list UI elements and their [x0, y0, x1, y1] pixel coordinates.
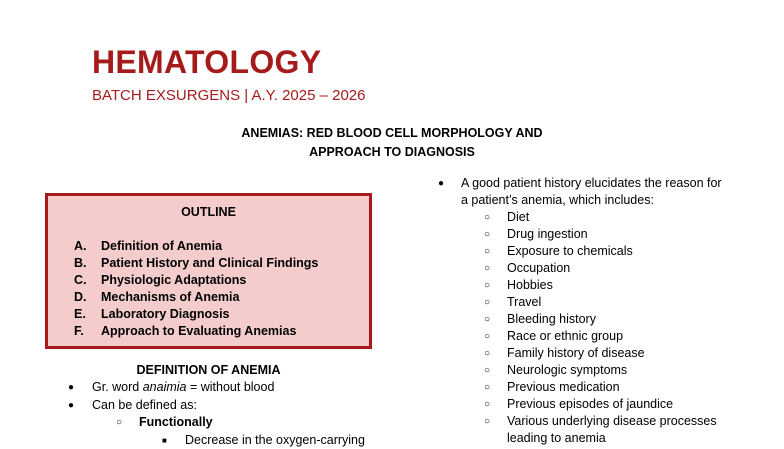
bullet-circle-icon: ○	[484, 260, 490, 277]
outline-list	[74, 238, 318, 340]
list-item	[438, 226, 748, 243]
outline-title: OUTLINE	[48, 205, 369, 219]
outline-item-text: Patient History and Clinical Findings	[101, 255, 318, 272]
list-item	[438, 260, 748, 277]
bullet-circle-icon: ○	[484, 379, 490, 396]
bullet-circle-icon: ○	[484, 362, 490, 379]
list-item-text	[92, 379, 274, 397]
bullet-circle-icon: ○	[484, 243, 490, 260]
list-item-text: leading to anemia	[507, 430, 606, 447]
outline-item-letter: C.	[74, 272, 101, 289]
outline-item-letter: B.	[74, 255, 101, 272]
document-title: HEMATOLOGY	[92, 44, 321, 81]
list-item	[438, 345, 748, 362]
outline-item	[74, 323, 318, 340]
list-item	[438, 175, 748, 209]
bullet-circle-icon: ○	[484, 396, 490, 413]
list-item-text: Previous episodes of jaundice	[507, 396, 673, 413]
list-item-text: Occupation	[507, 260, 570, 277]
list-item-text: Neurologic symptoms	[507, 362, 627, 379]
list-item	[438, 243, 748, 260]
outline-item-letter: A.	[74, 238, 101, 255]
list-item-text: Previous medication	[507, 379, 620, 396]
list-item-text: Various underlying disease processes	[507, 413, 717, 430]
outline-item-letter: E.	[74, 306, 101, 323]
bullet-dot-icon: ●	[68, 379, 74, 397]
history-list	[438, 175, 748, 447]
section-heading-line-1: ANEMIAS: RED BLOOD CELL MORPHOLOGY AND	[200, 124, 584, 143]
list-item-text: Exposure to chemicals	[507, 243, 633, 260]
bullet-circle-icon: ○	[484, 413, 490, 430]
outline-item-text: Definition of Anemia	[101, 238, 222, 255]
bullet-circle-icon: ○	[484, 311, 490, 328]
outline-item-text: Mechanisms of Anemia	[101, 289, 239, 306]
list-item	[68, 379, 398, 397]
bullet-dot-icon: ●	[438, 175, 444, 192]
bullet-dot-icon: ●	[68, 397, 74, 415]
section-heading-line-2: APPROACH TO DIAGNOSIS	[200, 143, 584, 162]
list-item-text: Travel	[507, 294, 541, 311]
definition-term: anaimia	[143, 380, 187, 394]
bullet-circle-icon: ○	[484, 328, 490, 345]
list-item-text: Race or ethnic group	[507, 328, 623, 345]
definition-heading: DEFINITION OF ANEMIA	[45, 363, 372, 377]
outline-item-text: Physiologic Adaptations	[101, 272, 246, 289]
bullet-circle-icon: ○	[484, 277, 490, 294]
bullet-circle-icon: ○	[116, 414, 122, 432]
outline-item	[74, 289, 318, 306]
outline-item-letter: D.	[74, 289, 101, 306]
list-item-text: Decrease in the oxygen-carrying	[185, 432, 365, 449]
list-item-continuation	[438, 430, 748, 447]
list-item-text	[461, 175, 748, 209]
list-item	[438, 209, 748, 226]
list-item	[438, 277, 748, 294]
bullet-circle-icon: ○	[484, 294, 490, 311]
outline-item	[74, 306, 318, 323]
outline-item	[74, 272, 318, 289]
list-item-text: Can be defined as:	[92, 397, 197, 415]
list-item	[438, 311, 748, 328]
list-item	[438, 294, 748, 311]
list-item-text: Hobbies	[507, 277, 553, 294]
history-intro-line-1: A good patient history elucidates the reason for	[461, 175, 748, 192]
definition-prefix: Gr. word	[92, 380, 143, 394]
list-item-text: Functionally	[139, 414, 213, 432]
history-intro-line-2: a patient’s anemia, which includes:	[461, 192, 748, 209]
list-item	[438, 362, 748, 379]
bullet-circle-icon: ○	[484, 209, 490, 226]
outline-item-letter: F.	[74, 323, 101, 340]
outline-item	[74, 255, 318, 272]
list-item-text: Bleeding history	[507, 311, 596, 328]
list-item	[438, 379, 748, 396]
list-item	[68, 432, 398, 449]
list-item	[68, 414, 398, 432]
list-item	[438, 328, 748, 345]
bullet-circle-icon: ○	[484, 345, 490, 362]
list-item-text: Drug ingestion	[507, 226, 588, 243]
section-heading	[200, 124, 584, 162]
list-item-text: Family history of disease	[507, 345, 645, 362]
outline-item	[74, 238, 318, 255]
bullet-square-icon: ■	[162, 432, 167, 449]
definition-list	[68, 379, 398, 449]
outline-item-text: Approach to Evaluating Anemias	[101, 323, 296, 340]
list-item	[438, 396, 748, 413]
outline-box	[45, 193, 372, 349]
bullet-circle-icon: ○	[484, 226, 490, 243]
document-subtitle: BATCH EXSURGENS | A.Y. 2025 – 2026	[92, 87, 365, 104]
list-item	[68, 397, 398, 415]
outline-item-text: Laboratory Diagnosis	[101, 306, 230, 323]
definition-suffix: = without blood	[187, 380, 275, 394]
list-item	[438, 413, 748, 430]
list-item-text: Diet	[507, 209, 529, 226]
